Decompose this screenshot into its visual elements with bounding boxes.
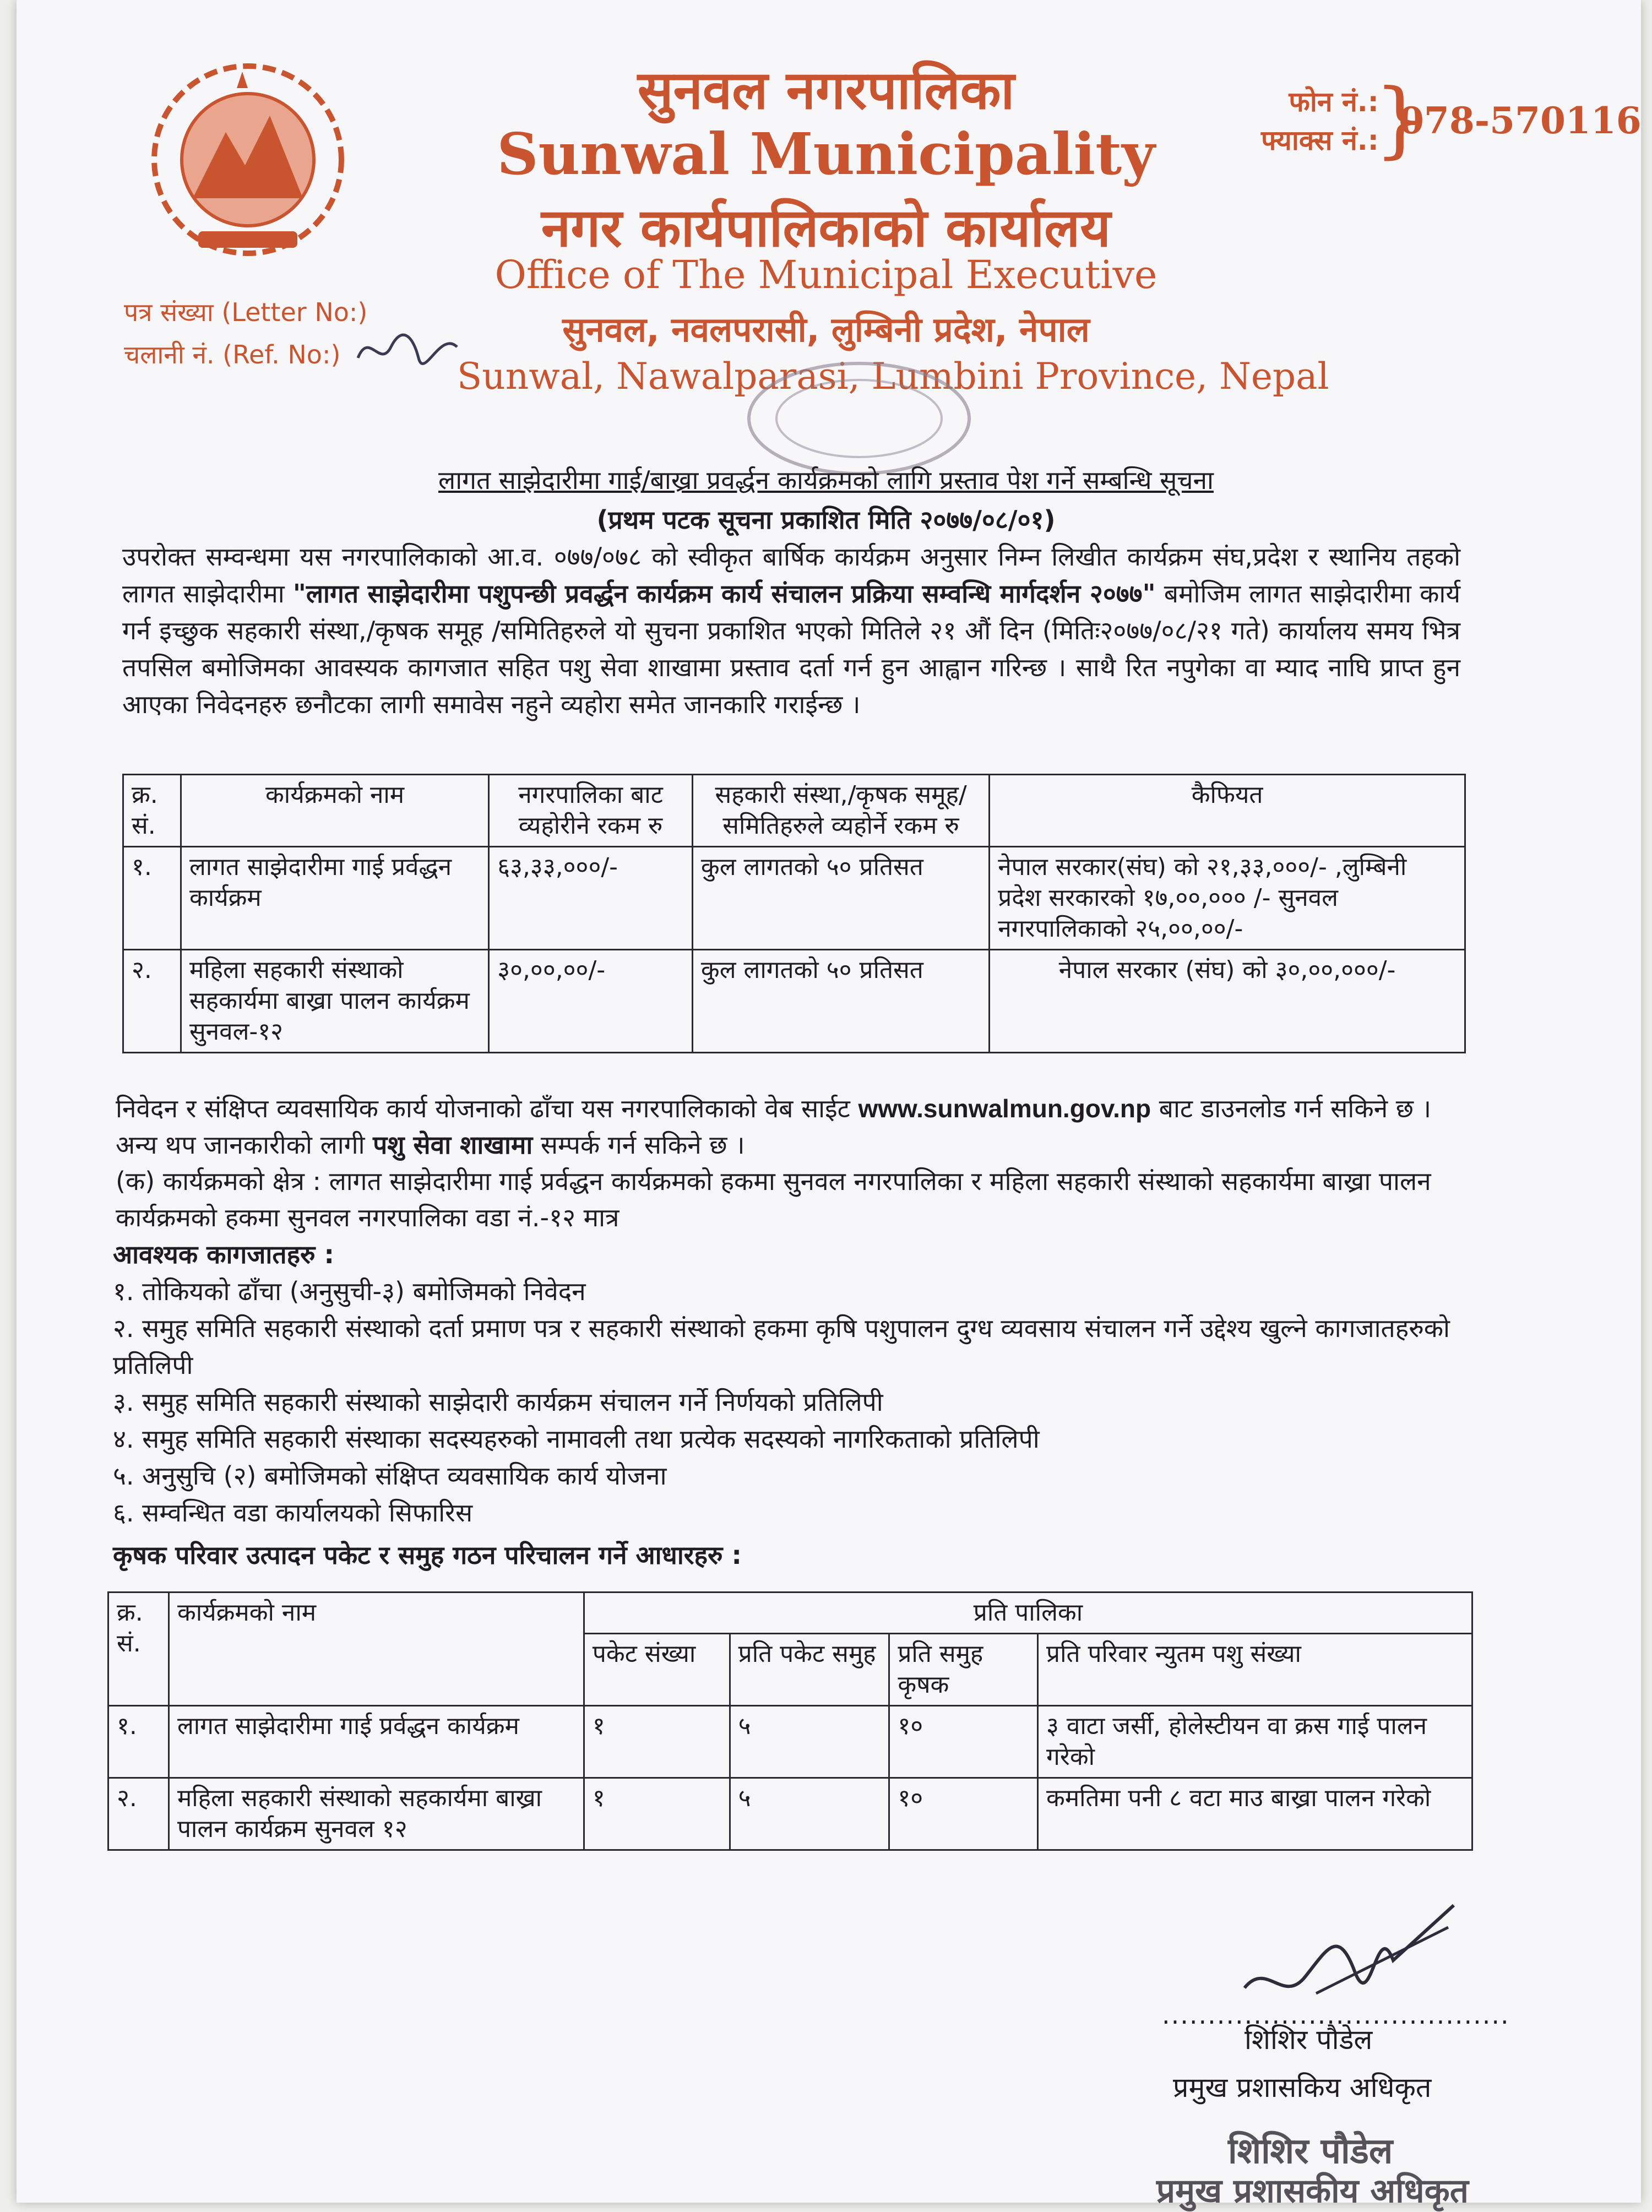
header-cell: क्र. सं. — [123, 775, 181, 847]
paragraph-text-2: बमोजिम लागत साझेदारीमा कार्य गर्न इच्छुक सहकारी संस्था,/कृषक समूह /समितिहरुले यो सुचना प्रकाशित भएको मितिले २१ औं दिन (मितिः२०७७/०८/२१ गते) कार्यालय समय भित्र तपसिल बमोजिमका आवस्यक कागजात सहित पशु सेवा शाखामा प्रस्ताव दर्ता गर्न हुन आह्वान गरिन्छ । साथै रित नपुगेका वा म्याद नाघि प्राप्त हुन आएका निवेदनहरु छनौटका लागी समावेस नहुने व्यहोरा समेत जानकारि गराईन्छ । — [122, 579, 1460, 719]
list-item: १. तोकियको ढाँचा (अनुसुची-३) बमोजिमको निवेदन — [113, 1276, 586, 1306]
table-row — [108, 1778, 1472, 1850]
table-row — [123, 950, 1465, 1053]
ref-number-label: चलानी नं. (Ref. No:) — [124, 340, 341, 369]
notice-title: लागत साझेदारीमा गाई/बाख्रा प्रवर्द्धन कार्यक्रमको लागि प्रस्ताव पेश गर्ने सम्बन्धि सूचना — [438, 465, 1214, 495]
table-cell: १० — [889, 1778, 1038, 1850]
list-item: २. समुह समिति सहकारी संस्थाको दर्ता प्रमाण पत्र र सहकारी संस्थाको हकमा कृषि पशुपालन दुग्ध व्यवसाय संचालन गर्ने उद्देश्य खुल्ने कागजातहरुको प्रतिलिपी — [113, 1313, 1450, 1380]
header-cell: नगरपालिका बाट व्यहोरीने रकम रु — [489, 775, 693, 847]
header-cell: कार्यक्रमको नाम — [169, 1593, 584, 1706]
office-name-np: नगर कार्यपालिकाको कार्यालय — [541, 197, 1111, 259]
contact-labels — [1261, 83, 1379, 160]
required-documents — [113, 1236, 1479, 1531]
signatory-role: प्रमुख प्रशासकिय अधिकृत — [1173, 2072, 1432, 2104]
brace-icon: } — [1374, 72, 1427, 167]
table-cell: २. — [123, 950, 181, 1053]
municipality-name-np: सुनवल नगरपालिका — [637, 59, 1015, 121]
table-cell: लागत साझेदारीमा गाई प्रर्वद्धन कार्यक्रम — [169, 1706, 584, 1778]
criteria-heading: कृषक परिवार उत्पादन पकेट र समुह गठन परिचालन गर्ने आधारहरु : — [113, 1540, 742, 1570]
table-cell: कुल लागतको ५० प्रतिसत — [692, 847, 989, 950]
table-row — [108, 1706, 1472, 1778]
signatory-name: शिशिर पौडेल — [1245, 2024, 1373, 2056]
table-cell: नेपाल सरकार(संघ) को २१,३३,०००/- ,लुम्बिनी प्रदेश सरकारको १७,००,००० /- सुनवल नगरपालिकाको २५,००,००/- — [990, 847, 1465, 950]
program-budget-table — [122, 774, 1466, 1053]
table-cell: ५ — [730, 1778, 889, 1850]
address-np: सुनवल, नवलपरासी, लुम्बिनी प्रदेश, नेपाल — [562, 309, 1090, 350]
table-cell: १० — [889, 1706, 1038, 1778]
table-row — [123, 847, 1465, 950]
table-cell: १ — [584, 1778, 730, 1850]
info-text: बाट डाउनलोड गर्न सकिने छ । अन्य थप जानकारीको लागी — [116, 1094, 1432, 1160]
table-cell: लागत साझेदारीमा गाई प्रर्वद्धन कार्यक्रम — [181, 847, 488, 950]
info-text: सम्पर्क गर्न सकिने छ । — [540, 1130, 745, 1160]
website-link[interactable]: www.sunwalmun.gov.np — [858, 1094, 1151, 1123]
header-cell: प्रति समुह कृषक — [889, 1634, 1038, 1706]
header-cell: कैफियत — [990, 775, 1465, 847]
table-cell: कुल लागतको ५० प्रतिसत — [692, 950, 989, 1053]
name-stamp: शिशिर पौडेल — [1228, 2131, 1393, 2172]
municipality-name-en: Sunwal Municipality — [497, 120, 1155, 188]
header-cell: कार्यक्रमको नाम — [181, 775, 488, 847]
phone-number: 078-570116 — [1399, 99, 1642, 142]
notice-paragraph — [122, 539, 1460, 723]
office-name: पशु सेवा शाखामा — [373, 1130, 533, 1160]
fax-label: फ्याक्स नं.: — [1261, 124, 1379, 156]
table-header-row — [123, 775, 1465, 847]
table-cell: महिला सहकारी संस्थाको सहकार्यमा बाख्रा पालन कार्यक्रम सुनवल-१२ — [181, 950, 488, 1053]
program-scope: (क) कार्यक्रमको क्षेत्र : लागत साझेदारीमा गाई प्रर्वद्धन कार्यक्रमको हकमा सुनवल नगरपालिका र महिला सहकारी संस्थाको सहकार्यमा बाख्रा पालन कार्यक्रमको हकमा सुनवल नगरपालिका वडा नं.-१२ मात्र — [116, 1166, 1431, 1232]
criteria-table — [107, 1591, 1473, 1851]
office-name-en: Office of The Municipal Executive — [494, 252, 1158, 297]
table-cell: ३ वाटा जर्सी, होलेस्टीयन वा क्रस गाई पालन गरेको — [1038, 1706, 1472, 1778]
list-item: ६. सम्वन्धित वडा कार्यालयको सिफारिस — [113, 1498, 473, 1528]
list-item: ४. समुह समिति सहकारी संस्थाका सदस्यहरुको नामावली तथा प्रत्येक सदस्यको नागरिकताको प्रतिलिपी — [113, 1424, 1040, 1454]
phone-label: फोन नं.: — [1289, 86, 1379, 118]
table-cell: २. — [108, 1778, 169, 1850]
header-cell: प्रति पकेट समुह — [730, 1634, 889, 1706]
header-cell: सहकारी संस्था,/कृषक समूह/समितिहरुले व्यहोर्ने रकम रु — [692, 775, 989, 847]
letter-number-label: पत्र संख्या (Letter No:) — [124, 297, 368, 327]
download-info — [116, 1090, 1465, 1236]
role-stamp: प्रमुख प्रशासकीय अधिकृत — [1156, 2172, 1469, 2210]
table-cell: १ — [584, 1706, 730, 1778]
table-cell: महिला सहकारी संस्थाको सहकार्यमा बाख्रा पालन कार्यक्रम सुनवल १२ — [169, 1778, 584, 1850]
table-cell: कमतिमा पनी ८ वटा माउ बाख्रा पालन गरेको — [1038, 1778, 1472, 1850]
signature-line: ...................................... — [1162, 2000, 1510, 2030]
header-cell: पकेट संख्या — [584, 1634, 730, 1706]
table-cell: १. — [108, 1706, 169, 1778]
paragraph-text-1: उपरोक्त सम्वन्धमा यस नगरपालिकाको आ.व. ०७७/०७८ को स्वीकृत बार्षिक कार्यक्रम अनुसार निम्न लिखीत कार्यक्रम संघ,प्रदेश र स्थानिय तहको लागत साझेदारीमा — [122, 542, 1460, 608]
table-header-row — [108, 1593, 1472, 1634]
header-cell: प्रति परिवार न्युतम पशु संख्या — [1038, 1634, 1472, 1706]
header-cell: क्र. सं. — [108, 1593, 169, 1706]
address-en: Sunwal, Nawalparasi, Lumbini Province, Nepal — [457, 355, 1329, 398]
handwritten-ref-number-icon — [352, 325, 463, 374]
guideline-name: "लागत साझेदारीमा पशुपन्छी प्रवर्द्धन कार्यक्रम कार्य संचालन प्रक्रिया सम्वन्धि मार्गदर्शन २०७७" — [292, 579, 1156, 608]
table-cell: ६३,३३,०००/- — [489, 847, 693, 950]
documents-heading: आवश्यक कागजातहरु : — [113, 1240, 334, 1269]
header-cell: प्रति पालिका — [584, 1593, 1472, 1634]
table-cell: १. — [123, 847, 181, 950]
list-item: ५. अनुसुचि (२) बमोजिमको संक्षिप्त व्यवसायिक कार्य योजना — [113, 1461, 667, 1491]
table-cell: ३०,००,००/- — [489, 950, 693, 1053]
info-text: निवेदन र संक्षिप्त व्यवसायिक कार्य योजनाको ढाँचा यस नगरपालिकाको वेब साईट — [116, 1094, 850, 1123]
notice-subtitle: (प्रथम पटक सूचना प्रकाशित मिति २०७७/०८/०१) — [596, 505, 1056, 535]
table-cell: नेपाल सरकार (संघ) को ३०,००,०००/- — [990, 950, 1465, 1053]
list-item: ३. समुह समिति सहकारी संस्थाको साझेदारी कार्यक्रम संचालन गर्ने निर्णयको प्रतिलिपी — [113, 1387, 883, 1417]
table-cell: ५ — [730, 1706, 889, 1778]
